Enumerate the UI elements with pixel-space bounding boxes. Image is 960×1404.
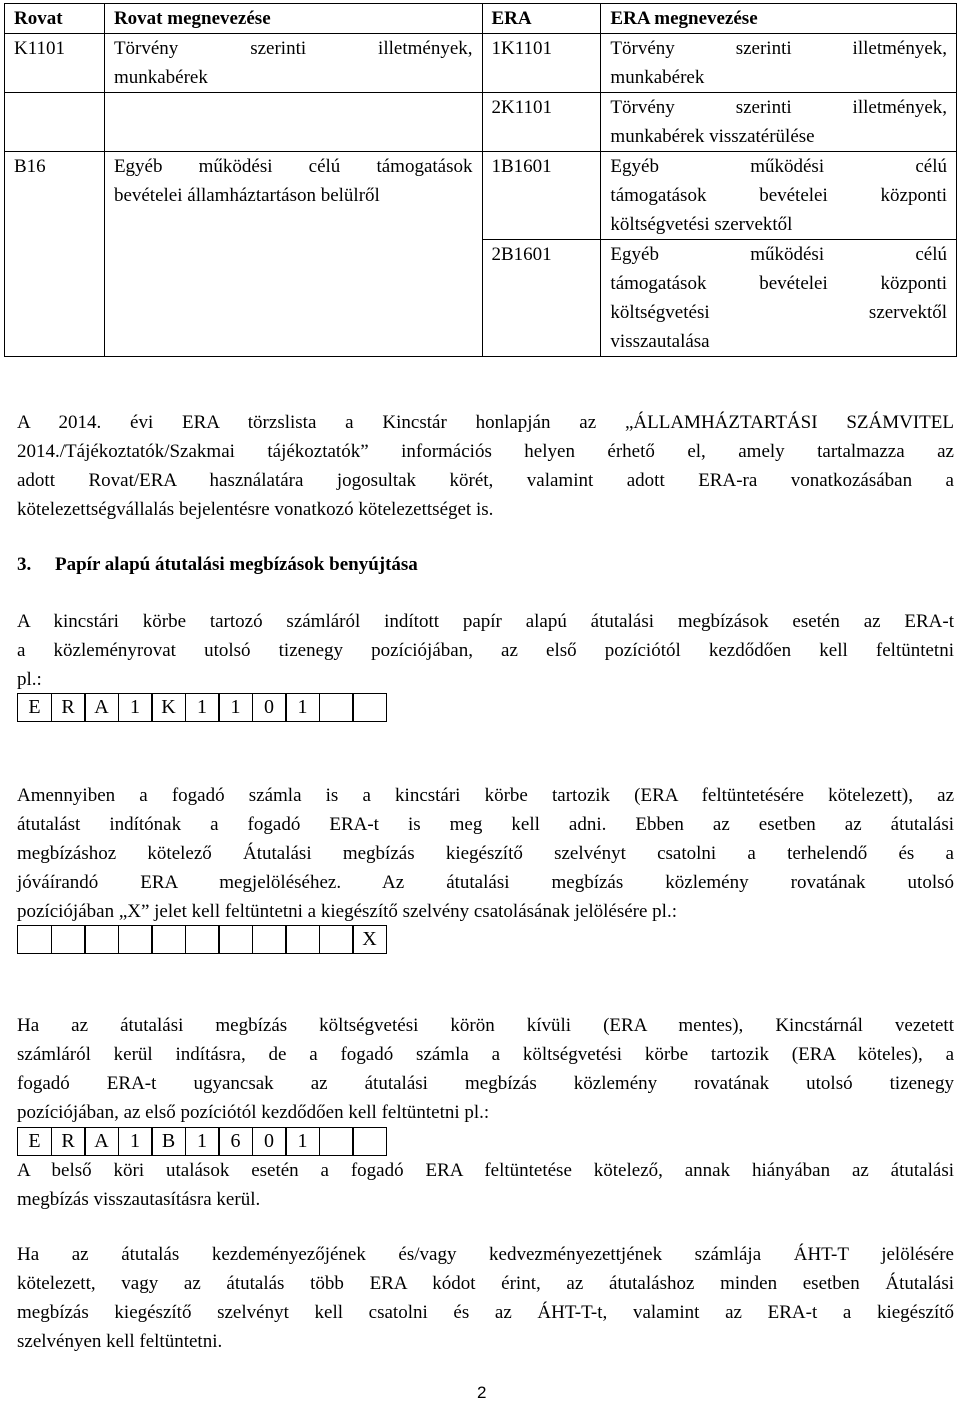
code-box: B <box>151 1127 186 1156</box>
cell-era-name: Egyéb működési célú támogatások bevételei központi költségvetési szervektől <box>601 152 957 240</box>
code-box: R <box>51 693 86 722</box>
cell-rovat-name: Törvény szerinti illetmények, munkabérek <box>104 34 482 93</box>
paragraph-belso-kori: A belső köri utalások esetén a fogadó ERA feltüntetése kötelező, annak hiányában az átutalási megbízás visszautasításra kerül. <box>17 1160 954 1210</box>
code-box <box>17 925 52 954</box>
paragraph-fogado-szamla: Amennyiben a fogadó számla is a kincstári körbe tartozik (ERA feltüntetésére kötelezett), az átutalást indítónak a fogadó ERA-t is meg kell adni. Ebben az esetben az átutalási megbízáshoz kötelező Átutalási megbízás kiegészítő szelvényt csatolni a terhelendő és a jóváírandó ERA megjelöléséhez. Az átutalási megbízás közlemény rovatának utolsó pozíciójában „X” jelet kell feltüntetni a kiegészítő szelvény csatolásának jelölésére pl.: <box>17 785 954 922</box>
code-box: 1 <box>285 693 320 722</box>
paragraph-era-mentes: Ha az átutalási megbízás költségvetési körön kívüli (ERA mentes), Kincstárnál vezetett számláról kerül indításra, de a fogadó számla a költségvetési körbe tartozik (ERA köteles), a fogadó ERA-t ugyancsak az átutalási megbízás közlemény rovatának utolsó tizenegy pozíciójában, az első pozíciótól kezdődően kell feltüntetni pl.: <box>17 1015 954 1123</box>
code-box <box>352 1127 387 1156</box>
section-number: 3. <box>17 554 32 575</box>
section-title: Papír alapú átutalási megbízások benyújtása <box>55 554 418 575</box>
header-era-megnevezese: ERA megnevezése <box>601 4 957 34</box>
code-box <box>151 925 186 954</box>
cell-era-name: Egyéb működési célú támogatások bevételei központi költségvetési szervektől visszautalása <box>601 240 957 357</box>
era-table <box>4 3 957 357</box>
code-box <box>319 693 354 722</box>
x-marker-boxes <box>17 925 387 954</box>
code-box <box>118 925 153 954</box>
era-code-boxes-b1601 <box>17 1127 387 1156</box>
code-box <box>285 925 320 954</box>
code-box <box>319 1127 354 1156</box>
paragraph-aht-t: Ha az átutalás kezdeményezőjének és/vagy kedvezményezettjének számlája ÁHT-T jelölésére kötelezett, vagy az átutalás több ERA kódot érint, az átutaláshoz minden esetben Átutalási megbízás kiegészítő szelvényt kell csatolni és az ÁHT-T-t, valamint az ERA-t a kiegészítő szelvényen kell feltüntetni. <box>17 1244 954 1352</box>
code-box <box>352 693 387 722</box>
code-box: 1 <box>285 1127 320 1156</box>
code-box: 1 <box>118 693 153 722</box>
table-row <box>5 152 957 240</box>
paragraph-papir-alapu: A kincstári körbe tartozó számláról indított papír alapú átutalási megbízások esetén az ERA-t a közleményrovat utolsó tizenegy pozíciójában, az első pozíciótól kezdődően kell feltüntetni pl.: <box>17 611 954 690</box>
cell-rovat: K1101 <box>5 34 105 93</box>
era-code-boxes-k1101 <box>17 693 387 722</box>
code-box <box>51 925 86 954</box>
code-box: 1 <box>118 1127 153 1156</box>
code-box: A <box>84 693 119 722</box>
code-box <box>319 925 354 954</box>
code-box: 1 <box>218 693 253 722</box>
code-box: R <box>51 1127 86 1156</box>
section-heading <box>17 550 418 579</box>
header-rovat-megnevezese: Rovat megnevezése <box>104 4 482 34</box>
code-box: X <box>352 925 387 954</box>
code-box: 1 <box>185 693 220 722</box>
cell-era: 2B1601 <box>482 240 601 357</box>
code-box <box>252 925 287 954</box>
paragraph-era-torzslista: A 2014. évi ERA törzslista a Kincstár honlapján az „ÁLLAMHÁZTARTÁSI SZÁMVITEL 2014./Tájékoztatók/Szakmai tájékoztatók” információs helyen érhető el, amely tartalmazza az adott Rovat/ERA használatára jogosultak körét, valamint adott ERA-ra vonatkozásában a kötelezettségvállalás bejelentésre vonatkozó kötelezettséget is. <box>17 412 954 520</box>
code-box <box>185 925 220 954</box>
code-box: 6 <box>218 1127 253 1156</box>
header-era: ERA <box>482 4 601 34</box>
code-box <box>84 925 119 954</box>
table-row <box>5 34 957 93</box>
code-box: E <box>17 693 52 722</box>
cell-era: 2K1101 <box>482 93 601 152</box>
code-box: 0 <box>252 693 287 722</box>
code-box: 1 <box>185 1127 220 1156</box>
code-box: E <box>17 1127 52 1156</box>
cell-rovat: B16 <box>5 152 105 357</box>
cell-rovat-name: Egyéb működési célú támogatások bevételei államháztartáson belülről <box>104 152 482 357</box>
table-header-row <box>5 4 957 34</box>
cell-rovat-name <box>104 93 482 152</box>
cell-era-name: Törvény szerinti illetmények, munkabérek <box>601 34 957 93</box>
cell-era-name: Törvény szerinti illetmények, munkabérek visszatérülése <box>601 93 957 152</box>
table-row <box>5 93 957 152</box>
code-box: A <box>84 1127 119 1156</box>
code-box: 0 <box>252 1127 287 1156</box>
code-box <box>218 925 253 954</box>
cell-era: 1B1601 <box>482 152 601 240</box>
code-box: K <box>151 693 186 722</box>
page-number: 2 <box>477 1383 487 1402</box>
cell-era: 1K1101 <box>482 34 601 93</box>
cell-rovat <box>5 93 105 152</box>
header-rovat: Rovat <box>5 4 105 34</box>
